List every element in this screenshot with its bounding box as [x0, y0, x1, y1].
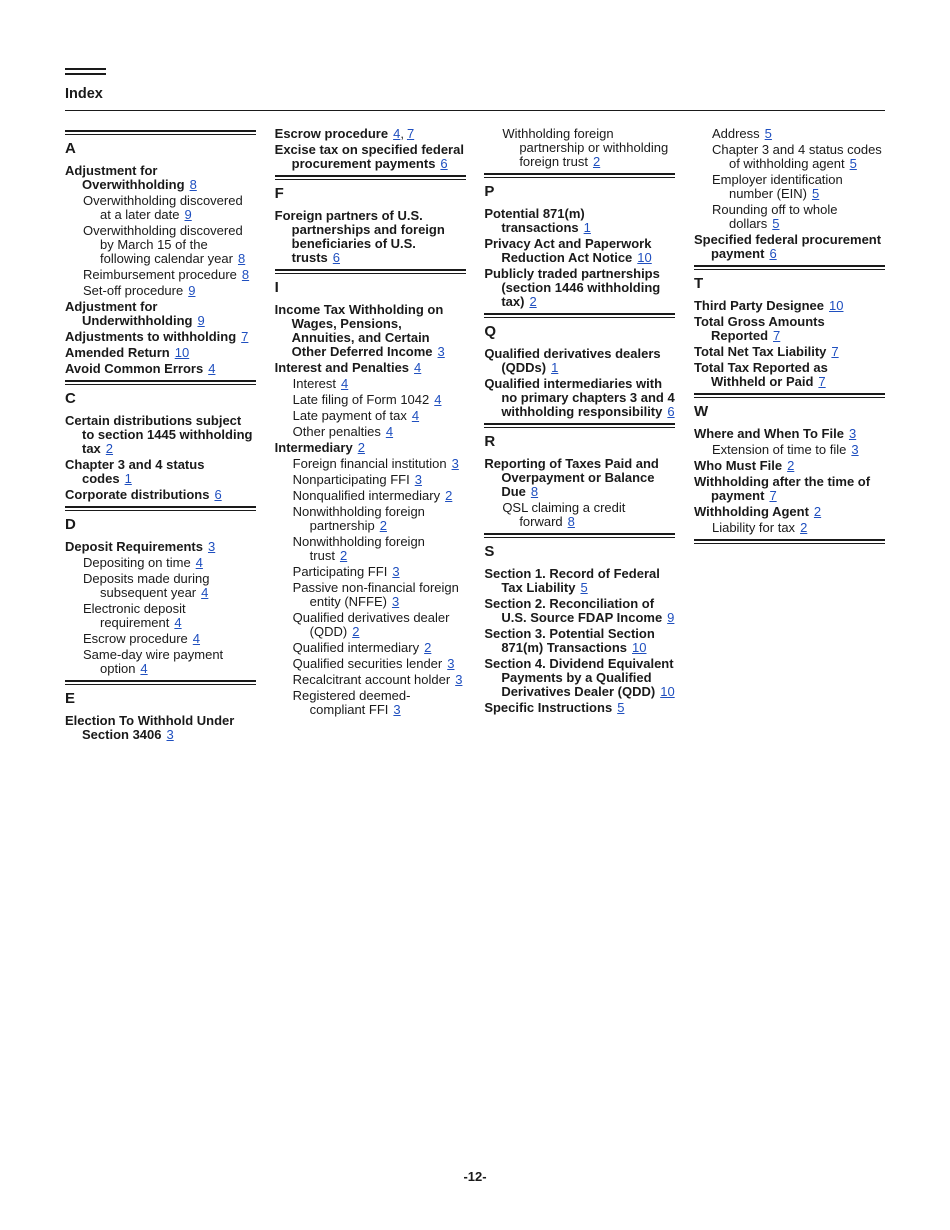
page-link[interactable]: 5 — [772, 216, 780, 231]
index-entry — [65, 714, 256, 742]
page-link[interactable]: 2 — [592, 154, 601, 169]
header-rule — [65, 110, 885, 111]
entry-text: Income Tax Withholding on Wages, Pensions, Annuities, and Certain Other Deferred Income — [274, 302, 444, 359]
page-link[interactable]: 7 — [406, 126, 415, 141]
section-letter: A — [65, 140, 76, 157]
index-subentry — [275, 473, 466, 487]
section-rule — [694, 539, 885, 544]
page-link[interactable]: 2 — [379, 518, 387, 533]
entry-text: Withholding after the time of payment — [693, 474, 871, 503]
section-rule — [65, 680, 256, 685]
index-subentry — [275, 657, 466, 671]
page-link[interactable]: 3 — [848, 426, 857, 441]
index-entry — [65, 540, 256, 554]
page-link[interactable]: 7 — [831, 344, 839, 359]
page-link[interactable]: 10 — [632, 640, 647, 655]
entry-text: Reporting of Taxes Paid and Overpayment or Balance Due — [484, 456, 659, 499]
section-rule — [484, 313, 675, 318]
index-subentry — [275, 409, 466, 423]
entry-text: Nonwithholding foreign partnership — [292, 504, 425, 533]
page-link[interactable]: 5 — [849, 156, 857, 171]
entry-text: Same-day wire payment option — [83, 647, 224, 676]
index-subentry — [694, 443, 885, 457]
section-rule — [65, 506, 256, 511]
page-link[interactable]: 8 — [567, 514, 575, 529]
page-title: Index — [65, 86, 103, 102]
page-link[interactable]: 7 — [818, 374, 826, 389]
entry-text: Third Party Designee — [693, 298, 825, 313]
entry-text: Overwithholding discovered by March 15 of the following calendar year — [83, 223, 243, 266]
page-link[interactable]: 3 — [451, 456, 459, 471]
page-link[interactable]: 2 — [357, 440, 365, 455]
entry-text: Interest and Penalties — [274, 360, 410, 375]
entry-text: Deposits made during subsequent year — [83, 571, 210, 600]
page-link[interactable]: 2 — [105, 441, 114, 456]
index-entry — [275, 303, 466, 359]
entry-text: Escrow procedure — [83, 631, 188, 646]
index-entry — [484, 267, 675, 309]
page-number: -12- — [463, 1169, 487, 1184]
section-letter: W — [693, 403, 709, 420]
page-link[interactable]: 8 — [530, 484, 539, 499]
section-rule — [65, 130, 256, 135]
page-link[interactable]: 8 — [189, 177, 197, 192]
entry-text: Deposit Requirements — [65, 539, 203, 554]
page-link[interactable]: 3 — [437, 344, 445, 359]
section-rule — [694, 265, 885, 270]
entry-text: Section 2. Reconciliation of U.S. Source FDAP Income — [484, 596, 663, 625]
page-link[interactable]: 2 — [787, 458, 795, 473]
page-link[interactable]: 2 — [339, 548, 348, 563]
entry-text: Set-off procedure — [83, 283, 184, 298]
index-subentry — [275, 425, 466, 439]
section-rule — [484, 423, 675, 428]
page-link[interactable]: 2 — [424, 640, 432, 655]
page-link[interactable]: 2 — [445, 488, 453, 503]
index-entry — [484, 597, 675, 625]
index-entry — [694, 345, 885, 359]
entry-text: Passive non-financial foreign entity (NFFE) — [292, 580, 459, 609]
index-entry — [484, 657, 675, 699]
section-letter: S — [484, 543, 495, 560]
index-entry — [484, 567, 675, 595]
section-letter: D — [65, 516, 76, 533]
page-link[interactable]: 8 — [237, 251, 246, 266]
index-entry — [65, 362, 256, 376]
page-link[interactable]: 3 — [207, 539, 216, 554]
page-link[interactable]: 9 — [184, 207, 192, 222]
index-entry — [65, 330, 256, 344]
entry-text: Nonwithholding foreign trust — [292, 534, 425, 563]
page-link[interactable]: 5 — [764, 126, 772, 141]
page-link[interactable]: 1 — [124, 471, 132, 486]
page-link[interactable]: 10 — [829, 298, 844, 313]
entry-text: QSL claiming a credit forward — [502, 500, 626, 529]
page-link[interactable]: 4 — [341, 376, 349, 391]
entry-text: Rounding off to whole dollars — [711, 202, 838, 231]
section-rule — [484, 173, 675, 178]
entry-text: Escrow procedure — [274, 126, 389, 141]
index-entry — [65, 300, 256, 328]
index-entry — [275, 361, 466, 375]
index-entry — [694, 505, 885, 519]
entry-text: Section 1. Record of Federal Tax Liability — [484, 566, 660, 595]
index-subentry — [275, 581, 466, 609]
index-entry — [484, 701, 675, 715]
section-letter: F — [274, 185, 284, 202]
entry-text: Section 3. Potential Section 871(m) Transactions — [484, 626, 655, 655]
entry-text: Specified federal procurement payment — [693, 232, 882, 261]
entry-text: Withholding foreign partnership or withholding foreign trust — [502, 126, 669, 169]
page-link[interactable]: 4 — [411, 408, 420, 423]
section-letter: T — [693, 275, 704, 292]
entry-text: Adjustments to withholding — [65, 329, 237, 344]
index-entry — [65, 164, 256, 192]
index-subentry — [275, 611, 466, 639]
entry-text: Participating FFI — [292, 564, 388, 579]
entry-text: Total Net Tax Liability — [693, 344, 827, 359]
index-subentry — [65, 194, 256, 222]
entry-text: Foreign partners of U.S. partnerships and foreign beneficiaries of U.S. trusts — [274, 208, 445, 265]
index-entry — [484, 457, 675, 499]
index-entry — [484, 237, 675, 265]
page-link[interactable]: 4 — [192, 631, 201, 646]
index-column-1 — [65, 127, 256, 744]
entry-text: Avoid Common Errors — [65, 361, 204, 376]
index-subentry — [275, 505, 466, 533]
index-subentry — [65, 284, 256, 298]
index-column-3 — [484, 127, 675, 744]
index-subentry — [694, 173, 885, 201]
entry-text: Total Tax Reported as Withheld or Paid — [693, 360, 828, 389]
index-subentry — [65, 632, 256, 646]
index-subentry — [694, 143, 885, 171]
entry-text: Chapter 3 and 4 status codes of withholding agent — [711, 142, 882, 171]
index-subentry — [484, 501, 675, 529]
index-subentry — [65, 602, 256, 630]
section-letter: P — [484, 183, 495, 200]
index-entry — [275, 143, 466, 171]
entry-text: Specific Instructions — [484, 700, 613, 715]
index-entry — [65, 346, 256, 360]
index-subentry — [275, 641, 466, 655]
page-link[interactable]: 2 — [800, 520, 808, 535]
section-letter: Q — [484, 323, 496, 340]
page-link[interactable]: 4 — [414, 360, 422, 375]
entry-text: Potential 871(m) transactions — [484, 206, 585, 235]
entry-text: Address — [711, 126, 760, 141]
index-entry — [275, 127, 466, 141]
page-link[interactable]: 6 — [769, 246, 777, 261]
entry-text: Reimbursement procedure — [83, 267, 237, 282]
section-rule — [484, 533, 675, 538]
entry-text: Where and When To File — [693, 426, 844, 441]
index-entry — [65, 414, 256, 456]
entry-text: Adjustment for Underwithholding — [65, 299, 193, 328]
index-entry — [484, 377, 675, 419]
page-link[interactable]: 5 — [812, 186, 820, 201]
section-letter: E — [65, 690, 76, 707]
section-letter: C — [65, 390, 76, 407]
page-link[interactable]: 3 — [455, 672, 463, 687]
page-link[interactable]: 10 — [174, 345, 190, 360]
entry-text: Qualified derivatives dealer (QDD) — [292, 610, 450, 639]
index-entry — [694, 233, 885, 261]
entry-text: Chapter 3 and 4 status codes — [65, 457, 205, 486]
entry-text: Liability for tax — [711, 520, 796, 535]
page-link[interactable]: 4 — [385, 424, 394, 439]
entry-text: Electronic deposit requirement — [83, 601, 186, 630]
page-link[interactable]: 8 — [241, 267, 250, 282]
entry-text: Amended Return — [65, 345, 170, 360]
page-link[interactable]: 6 — [214, 487, 222, 502]
index-subentry — [275, 489, 466, 503]
page-link[interactable]: 3 — [447, 656, 455, 671]
page-link[interactable]: 1 — [583, 220, 591, 235]
entry-text: Excise tax on specified federal procurement payments — [274, 142, 464, 171]
index-entry — [484, 207, 675, 235]
page-link[interactable]: 3 — [166, 727, 174, 742]
page-link[interactable]: 4 — [201, 585, 209, 600]
page-link[interactable]: 4 — [174, 615, 182, 630]
page-link[interactable]: 5 — [580, 580, 588, 595]
entry-text: Qualified derivatives dealers (QDDs) — [484, 346, 661, 375]
page-link[interactable]: 6 — [440, 156, 448, 171]
page-link[interactable]: 4 — [195, 555, 203, 570]
index-subentry — [275, 535, 466, 563]
entry-text: Late payment of tax — [292, 408, 407, 423]
page-link[interactable]: 6 — [667, 404, 675, 419]
section-rule — [694, 393, 885, 398]
page-link[interactable]: 3 — [851, 442, 859, 457]
index-subentry — [694, 203, 885, 231]
index-entry — [275, 441, 466, 455]
page-link[interactable]: 10 — [637, 250, 652, 265]
entry-text: Other penalties — [292, 424, 381, 439]
entry-text: Qualified intermediaries with no primary chapters 3 and 4 withholding responsibility — [484, 376, 675, 419]
entry-text: Total Gross Amounts Reported — [693, 314, 825, 343]
page-link[interactable]: 9 — [667, 610, 675, 625]
page-link[interactable]: 4 — [208, 361, 216, 376]
index-entry — [694, 315, 885, 343]
entry-text: Section 4. Dividend Equivalent Payments by a Qualified Derivatives Dealer (QDD) — [484, 656, 674, 699]
index-entry — [484, 347, 675, 375]
index-entry — [694, 299, 885, 313]
index-subentry — [484, 127, 675, 169]
page-link[interactable]: 2 — [352, 624, 360, 639]
page-link[interactable]: 7 — [241, 329, 249, 344]
page-link[interactable]: 3 — [392, 564, 400, 579]
index-entry — [694, 361, 885, 389]
index-subentry — [65, 648, 256, 676]
entry-text: Depositing on time — [83, 555, 191, 570]
page-link[interactable]: 4 — [393, 126, 401, 141]
entry-text: Foreign financial institution — [292, 456, 447, 471]
entry-text: Overwithholding discovered at a later date — [83, 193, 243, 222]
entry-text: Interest — [292, 376, 337, 391]
entry-text: Nonparticipating FFI — [292, 472, 410, 487]
entry-text: Registered deemed-compliant FFI — [292, 688, 411, 717]
page-link[interactable]: 7 — [769, 488, 777, 503]
page-link[interactable]: 6 — [332, 250, 341, 265]
page-link[interactable]: 3 — [414, 472, 422, 487]
index-entry — [694, 427, 885, 441]
index-subentry — [65, 224, 256, 266]
index-subentry — [694, 127, 885, 141]
index-subentry — [275, 377, 466, 391]
index-columns — [65, 127, 885, 744]
section-rule — [275, 269, 466, 274]
entry-text: Who Must File — [693, 458, 783, 473]
entry-text: Employer identification number (EIN) — [711, 172, 843, 201]
index-subentry — [275, 565, 466, 579]
index-entry — [484, 627, 675, 655]
entry-text: Nonqualified intermediary — [292, 488, 441, 503]
page-link[interactable]: 7 — [773, 328, 781, 343]
top-decorative-bars — [65, 68, 106, 78]
page-link[interactable]: 2 — [813, 504, 822, 519]
index-subentry — [275, 689, 466, 717]
page-link[interactable]: 9 — [188, 283, 196, 298]
entry-text: Adjustment for Overwithholding — [65, 163, 185, 192]
index-entry — [275, 209, 466, 265]
index-subentry — [275, 457, 466, 471]
entry-text: Extension of time to file — [711, 442, 847, 457]
index-subentry — [275, 393, 466, 407]
page-link[interactable]: 3 — [391, 594, 400, 609]
index-entry — [694, 459, 885, 473]
index-column-4 — [694, 127, 885, 744]
entry-text: Corporate distributions — [65, 487, 210, 502]
section-letter: R — [484, 433, 496, 450]
entry-text: Publicly traded partnerships (section 1446 withholding tax) — [484, 266, 661, 309]
entry-text: Withholding Agent — [693, 504, 809, 519]
entry-text: Qualified securities lender — [292, 656, 443, 671]
section-letter: I — [274, 279, 279, 296]
index-entry — [65, 488, 256, 502]
page-separator: , — [400, 126, 404, 141]
index-subentry — [65, 572, 256, 600]
page-link[interactable]: 4 — [140, 661, 148, 676]
index-subentry — [275, 673, 466, 687]
index-subentry — [65, 268, 256, 282]
entry-text: Late filing of Form 1042 — [292, 392, 430, 407]
page-link[interactable]: 10 — [660, 684, 675, 699]
page-link[interactable]: 2 — [529, 294, 537, 309]
page-link[interactable]: 3 — [393, 702, 401, 717]
entry-text: Election To Withhold Under Section 3406 — [65, 713, 235, 742]
entry-text: Qualified intermediary — [292, 640, 420, 655]
index-entry — [65, 458, 256, 486]
index-entry — [694, 475, 885, 503]
page-link[interactable]: 9 — [197, 313, 205, 328]
entry-text: Privacy Act and Paperwork Reduction Act Notice — [484, 236, 652, 265]
page-link[interactable]: 5 — [617, 700, 625, 715]
index-subentry — [65, 556, 256, 570]
index-subentry — [694, 521, 885, 535]
section-rule — [275, 175, 466, 180]
entry-text: Recalcitrant account holder — [292, 672, 451, 687]
page-link[interactable]: 4 — [434, 392, 442, 407]
section-rule — [65, 380, 256, 385]
page-link[interactable]: 1 — [551, 360, 559, 375]
index-column-2 — [275, 127, 466, 744]
entry-text: Certain distributions subject to section 1445 withholding tax — [65, 413, 253, 456]
entry-text: Intermediary — [274, 440, 353, 455]
